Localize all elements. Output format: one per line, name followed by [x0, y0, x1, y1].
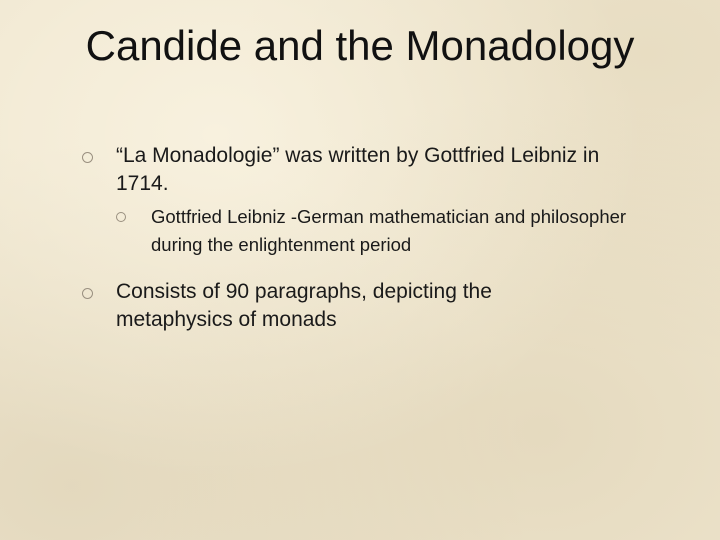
- bullet-text: Consists of 90 paragraphs, depicting the metaphysics of monads: [116, 280, 492, 331]
- bullet-text: “La Monadologie” was written by Gottfried Leibniz in 1714.: [116, 144, 600, 195]
- bullet-item: [82, 278, 602, 334]
- bullet-circle-icon: [116, 212, 126, 222]
- bullet-circle-icon: [82, 152, 93, 163]
- slide-title: Candide and the Monadology: [85, 22, 635, 69]
- sub-bullet-text: Gottfried Leibniz -German mathematician and philosopher during the enlightenment period: [151, 206, 627, 255]
- sub-bullet-item: [116, 203, 636, 259]
- bullet-circle-icon: [82, 288, 93, 299]
- bullet-item: [82, 142, 602, 198]
